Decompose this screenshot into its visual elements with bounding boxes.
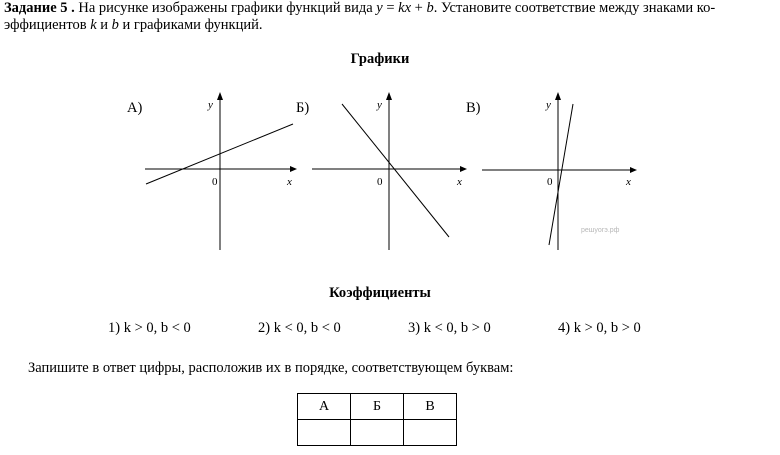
graph-a-x-arrow	[290, 166, 297, 172]
coefficient-option-3: 3) k < 0, b > 0	[408, 320, 491, 336]
task-text-2: . Установите соответствие между знаками ко-	[433, 0, 716, 16]
formula-kx: kx	[398, 0, 412, 16]
graph-b-x-arrow	[460, 166, 467, 172]
task-title: Задание 5 .	[4, 0, 75, 16]
answer-input-row	[298, 420, 457, 446]
graph-a-label: А)	[127, 100, 143, 116]
answer-header-row	[298, 394, 457, 420]
graph-c	[480, 90, 640, 255]
formula-b: b	[426, 0, 434, 16]
watermark: решуогэ.рф	[581, 227, 620, 234]
task-text-4: и графиками функций.	[118, 17, 263, 33]
coefficient-option-4: 4) k > 0, b > 0	[558, 320, 641, 336]
answer-table	[297, 393, 457, 446]
graph-c-y-arrow	[555, 92, 561, 100]
graph-b-y-label: y	[377, 99, 382, 111]
graph-a-y-arrow	[217, 92, 223, 100]
graphs-heading: Графики	[350, 51, 410, 67]
graph-c-origin: 0	[547, 176, 553, 188]
graph-a-y-label: y	[208, 99, 213, 111]
answer-cell-c[interactable]	[404, 420, 457, 446]
answer-header-a: А	[298, 394, 351, 420]
var-b: b	[111, 17, 119, 33]
graph-b-x-label: x	[457, 176, 462, 188]
graph-c-line	[549, 104, 573, 245]
graph-a-x-label: x	[287, 176, 292, 188]
task-conj: и	[96, 17, 112, 33]
graph-c-label: В)	[466, 100, 481, 116]
answer-header-b: Б	[351, 394, 404, 420]
graph-c-x-label: x	[626, 176, 631, 188]
graph-b-line	[342, 104, 449, 237]
graph-b	[310, 90, 470, 255]
graph-b-origin: 0	[377, 176, 383, 188]
task-text-3: эффициентов	[4, 17, 91, 33]
coefficients-heading: Коэффициенты	[329, 285, 431, 301]
graph-b-y-arrow	[386, 92, 392, 100]
graph-a-origin: 0	[212, 176, 218, 188]
task-text-1: На рисунке изображены графики функций вида	[74, 0, 377, 16]
answer-cell-a[interactable]	[298, 420, 351, 446]
graph-b-label: Б)	[296, 100, 310, 116]
coefficient-option-1: 1) k > 0, b < 0	[108, 320, 191, 336]
var-k: k	[90, 17, 97, 33]
graph-c-x-arrow	[630, 167, 637, 173]
formula-y: y	[376, 0, 383, 16]
answer-cell-b[interactable]	[351, 420, 404, 446]
answer-header-c: В	[404, 394, 457, 420]
graph-a	[140, 90, 300, 255]
task-statement	[4, 0, 774, 34]
instruction-text: Запишите в ответ цифры, расположив их в порядке, соответствующем буквам:	[28, 360, 514, 376]
graph-c-y-label: y	[546, 99, 551, 111]
formula-eq: =	[382, 0, 399, 16]
formula-plus: +	[411, 0, 427, 16]
coefficient-option-2: 2) k < 0, b < 0	[258, 320, 341, 336]
